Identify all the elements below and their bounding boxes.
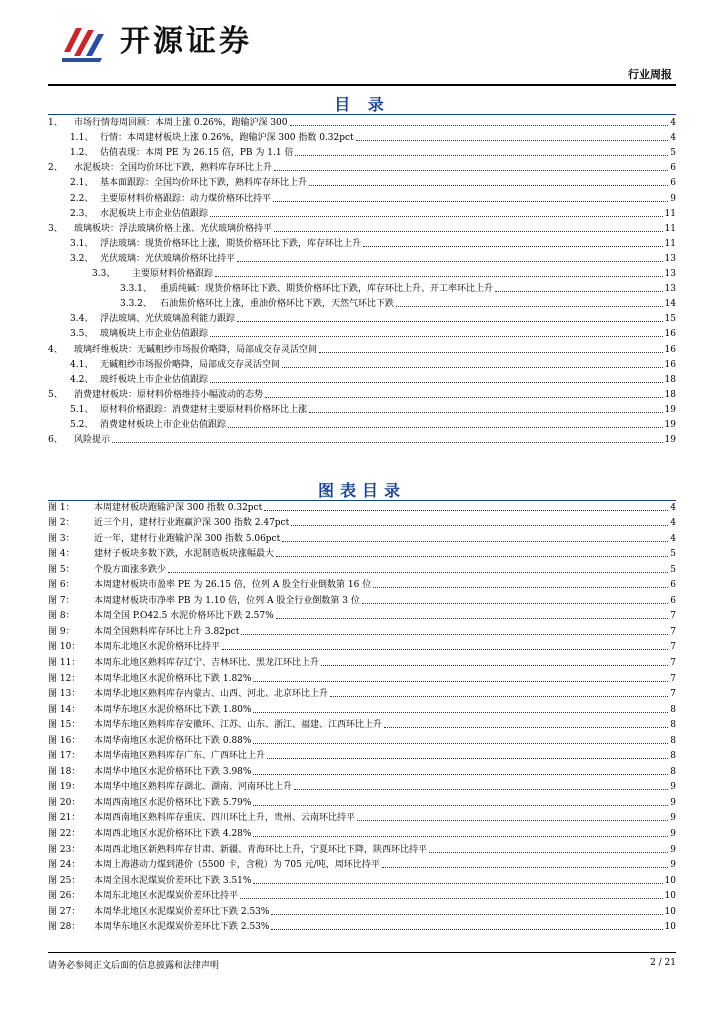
toc-entry[interactable] (48, 235, 676, 250)
figure-entry-title: 本周建材板块市盈率 PE 为 26.15 倍，位列 A 股全行业倒数第 16 位 (94, 580, 372, 591)
dot-leader (253, 883, 662, 884)
brand-name: 开源证券 (120, 24, 252, 59)
figure-entry-title: 本周华北地区水泥煤炭价差环比下跌 2.53% (94, 906, 270, 917)
toc-entry-title: 估值表现：本周 PE 为 26.15 倍，PB 为 1.1 倍 (100, 148, 294, 159)
header-divider (48, 84, 676, 86)
toc-entry-title: 水泥板块：全国均价环比下跌，熟料库存环比上升 (74, 163, 273, 174)
toc-entry-title: 市场行情每周回顾：本周上涨 0.26%，跑输沪深 300 (74, 118, 288, 129)
toc-entry[interactable] (48, 340, 676, 355)
figure-entry[interactable] (48, 747, 676, 763)
figure-entry[interactable] (48, 856, 676, 872)
figure-entry-number: 图 12： (48, 673, 81, 684)
figure-entry-page: 8 (670, 766, 676, 777)
toc-entry[interactable] (48, 280, 676, 295)
figure-entry-title: 本周全国 P.O42.5 水泥价格环比下跌 2.57% (94, 611, 274, 622)
toc-entry-title: 光伏玻璃：光伏玻璃价格环比持平 (100, 253, 236, 264)
toc-entry-number: 3.3、 (92, 269, 116, 280)
dot-leader (264, 510, 668, 511)
dot-leader (384, 727, 668, 728)
figure-entry[interactable] (48, 700, 676, 716)
toc-entry-page: 11 (664, 223, 676, 234)
figure-entry-page: 8 (670, 720, 676, 731)
dot-leader (309, 412, 663, 413)
toc-entry-page: 6 (670, 178, 676, 189)
figure-entry-page: 9 (670, 797, 676, 808)
figure-entry[interactable] (48, 591, 676, 607)
figure-entry[interactable] (48, 840, 676, 856)
toc-entry-title: 浮法玻璃、光伏玻璃盈利能力跟踪 (100, 314, 236, 325)
toc-entry-number: 4.1、 (70, 359, 94, 370)
toc-entry-page: 18 (664, 389, 676, 400)
toc-entry-title: 主要原材料价格跟踪：动力煤价格环比持平 (100, 193, 272, 204)
figure-entry-number: 图 8： (48, 611, 75, 622)
figure-entry-number: 图 9： (48, 626, 75, 637)
figure-entry[interactable] (48, 871, 676, 887)
toc-entry[interactable] (48, 325, 676, 340)
toc-entry-page: 19 (664, 419, 676, 430)
dot-leader (240, 898, 663, 899)
toc-entry-title: 行情：本周建材板块上涨 0.26%，跑输沪深 300 指数 0.32pct (100, 133, 354, 144)
figure-entry-number: 图 20： (48, 797, 81, 808)
toc-entry-number: 3.1、 (70, 238, 94, 249)
dot-leader (309, 185, 668, 186)
toc-entry-number: 6、 (48, 435, 63, 446)
toc-entry-title: 石油焦价格环比上涨，重油价格环比下跌，天然气环比下跌 (160, 299, 395, 310)
dot-leader (210, 336, 663, 337)
footer-divider (48, 952, 676, 953)
toc-entry[interactable] (48, 371, 676, 386)
figure-entry-page: 7 (670, 689, 676, 700)
toc-entry-page: 4 (670, 118, 676, 129)
toc-entry-number: 5、 (48, 389, 63, 400)
figure-entry[interactable] (48, 669, 676, 685)
dot-leader (273, 201, 668, 202)
dot-leader (396, 306, 663, 307)
toc-entry[interactable] (48, 310, 676, 325)
figure-entry-title: 本周华南地区熟料库存广东、广西环比上升 (94, 751, 266, 762)
toc-entry-page: 11 (664, 208, 676, 219)
toc-entry-number: 3.5、 (70, 329, 94, 340)
dot-leader (363, 246, 663, 247)
toc-entry-title: 玻璃板块：浮法玻璃价格上涨、光伏玻璃价格持平 (74, 223, 273, 234)
figure-entry-page: 8 (670, 751, 676, 762)
figure-entry-page: 9 (670, 860, 676, 871)
toc-entry-number: 3.3.2、 (120, 299, 152, 310)
dot-leader (274, 170, 668, 171)
toc-entry-number: 4、 (48, 344, 63, 355)
figure-entry-title: 本周建材板块市净率 PB 为 1.10 倍，位列 A 股全行业倒数第 3 位 (94, 595, 360, 606)
toc-entry[interactable] (48, 295, 676, 310)
figure-entry-page: 7 (670, 611, 676, 622)
toc-entry[interactable] (48, 356, 676, 371)
toc-entry-title: 主要原材料价格跟踪 (132, 269, 214, 280)
figure-entry-title: 本周华东地区水泥煤炭价差环比下跌 2.53% (94, 922, 270, 933)
figure-entry-number: 图 13： (48, 689, 81, 700)
figure-entry-page: 4 (670, 518, 676, 529)
toc-entry-title: 基本面跟踪：全国均价环比下跌，熟料库存环比上升 (100, 178, 308, 189)
figure-entry-number: 图 2： (48, 518, 75, 529)
toc-entry-number: 2.1、 (70, 178, 94, 189)
toc-entry-number: 5.1、 (70, 404, 94, 415)
figure-entry-page: 10 (664, 906, 676, 917)
dot-leader (276, 618, 669, 619)
figure-entry[interactable] (48, 685, 676, 701)
figure-entry-number: 图 14： (48, 704, 81, 715)
figure-entry-title: 本周华东地区熟料库存安徽环、江苏、山东、浙江、福建、江西环比上升 (94, 720, 383, 731)
dot-leader (294, 789, 668, 790)
toc-entry[interactable] (48, 386, 676, 401)
figure-entry-title: 个股方面涨多跌少 (94, 564, 167, 575)
dot-leader (330, 696, 668, 697)
figure-entry[interactable] (48, 607, 676, 623)
figure-entry-number: 图 1： (48, 502, 75, 513)
figure-entry-title: 本周东北地区水泥煤炭价差环比持平 (94, 891, 239, 902)
figure-entry-page: 7 (670, 658, 676, 669)
report-type-label: 行业周报 (628, 68, 672, 81)
figure-entry-number: 图 4： (48, 549, 75, 560)
figure-entry[interactable] (48, 514, 676, 530)
figure-entry-number: 图 26： (48, 891, 81, 902)
figure-entry-title: 本周西北地区新熟料库存甘肃、新疆、青海环比上升，宁夏环比下降，陕西环比持平 (94, 844, 428, 855)
dot-leader (429, 852, 668, 853)
figure-list (48, 498, 676, 933)
dot-leader (112, 442, 663, 443)
figure-entry[interactable] (48, 529, 676, 545)
figure-entry-page: 4 (670, 502, 676, 513)
dot-leader (271, 914, 662, 915)
toc-entry-page: 5 (670, 148, 676, 159)
figure-entry-number: 图 6： (48, 580, 75, 591)
toc-entry-page: 9 (670, 193, 676, 204)
brand-logo (62, 22, 272, 62)
figure-entry-title: 本周全国水泥煤炭价差环比下跌 3.51% (94, 875, 252, 886)
figure-entry-number: 图 21： (48, 813, 81, 824)
toc-entry-page: 14 (664, 299, 676, 310)
dot-leader (265, 397, 663, 398)
toc-entry[interactable] (48, 265, 676, 280)
dot-leader (276, 556, 668, 557)
figure-entry-page: 10 (664, 875, 676, 886)
toc-entry-number: 3、 (48, 223, 63, 234)
figure-entry-page: 9 (670, 813, 676, 824)
figure-entry-title: 本周华中地区熟料库存湖北、湖南、河南环比上升 (94, 782, 293, 793)
figure-entry-number: 图 27： (48, 906, 81, 917)
figure-entry[interactable] (48, 731, 676, 747)
dot-leader (267, 758, 668, 759)
dot-leader (241, 634, 668, 635)
dot-leader (168, 572, 668, 573)
figures-title: 图表目录 (317, 481, 406, 500)
dot-leader (291, 525, 668, 526)
dot-leader (282, 541, 668, 542)
figure-entry[interactable] (48, 498, 676, 514)
toc-entry-number: 1、 (48, 118, 63, 129)
toc-entry-page: 19 (664, 404, 676, 415)
figure-entry-title: 建材子板块多数下跌，水泥制造板块涨幅最大 (94, 549, 275, 560)
dot-leader (253, 836, 668, 837)
figure-entry-page: 7 (670, 626, 676, 637)
toc-entry[interactable] (48, 144, 676, 159)
dot-leader (237, 261, 663, 262)
figure-entry[interactable] (48, 824, 676, 840)
figure-entry-number: 图 15： (48, 720, 81, 731)
dot-leader (373, 587, 668, 588)
toc-entry[interactable] (48, 431, 676, 446)
toc-entry-number: 3.4、 (70, 314, 94, 325)
dot-leader (253, 805, 668, 806)
toc-entry[interactable] (48, 159, 676, 174)
figure-entry-number: 图 7： (48, 595, 75, 606)
figure-entry-page: 9 (670, 829, 676, 840)
figure-entry-number: 图 11： (48, 658, 81, 669)
toc-entry-page: 16 (664, 329, 676, 340)
figure-entry[interactable] (48, 887, 676, 903)
figure-entry-number: 图 18： (48, 766, 81, 777)
dot-leader (356, 140, 669, 141)
toc-entry-page: 11 (664, 238, 676, 249)
toc-entry-number: 2、 (48, 163, 63, 174)
figure-entry-number: 图 22： (48, 829, 81, 840)
toc-entry-number: 1.1、 (70, 133, 94, 144)
toc-entry[interactable] (48, 205, 676, 220)
toc-entry-number: 3.2、 (70, 253, 94, 264)
figure-entry-page: 8 (670, 704, 676, 715)
toc-entry-title: 水泥板块上市企业估值跟踪 (100, 208, 209, 219)
toc-entry-page: 13 (664, 253, 676, 264)
page-number: 2 / 21 (650, 958, 676, 968)
figure-entry-number: 图 10： (48, 642, 81, 653)
toc-entry-page: 13 (664, 269, 676, 280)
dot-leader (282, 367, 663, 368)
toc-entry[interactable] (48, 220, 676, 235)
dot-leader (210, 216, 663, 217)
figure-entry-title: 本周华中地区水泥价格环比下跌 3.98% (94, 766, 252, 777)
figure-entry-number: 图 23： (48, 844, 81, 855)
figure-entry[interactable] (48, 902, 676, 918)
dot-leader (228, 427, 663, 428)
toc-entry-title: 消费建材板块上市企业估值跟踪 (100, 419, 227, 430)
dot-leader (210, 382, 663, 383)
toc-entry[interactable] (48, 174, 676, 189)
figure-entry-title: 本周西南地区水泥价格环比下跌 5.79% (94, 797, 252, 808)
figure-entry-title: 本周西南地区熟料库存重庆、四川环比上升，贵州、云南环比持平 (94, 813, 356, 824)
figure-entry[interactable] (48, 778, 676, 794)
figure-entry-page: 5 (670, 564, 676, 575)
dot-leader (357, 820, 668, 821)
toc-entry[interactable] (48, 416, 676, 431)
figure-entry[interactable] (48, 622, 676, 638)
toc-entry-number: 5.2、 (70, 419, 94, 430)
toc-entry[interactable] (48, 114, 676, 129)
toc-entry-page: 16 (664, 344, 676, 355)
figure-entry-title: 本周华东地区水泥价格环比下跌 1.80% (94, 704, 252, 715)
figure-entry[interactable] (48, 918, 676, 934)
figure-entry-title: 本周东北地区水泥价格环比持平 (94, 642, 221, 653)
toc-title: 目 录 (334, 95, 390, 114)
toc-entry[interactable] (48, 401, 676, 416)
figure-entry[interactable] (48, 576, 676, 592)
figure-entry-number: 图 5： (48, 564, 75, 575)
figure-entry-title: 本周华北地区水泥价格环比下跌 1.82% (94, 673, 252, 684)
dot-leader (319, 352, 663, 353)
toc-entry-page: 15 (664, 314, 676, 325)
dot-leader (321, 665, 668, 666)
figure-entry-title: 本周西北地区水泥价格环比下跌 4.28% (94, 829, 252, 840)
figure-entry[interactable] (48, 716, 676, 732)
figure-entry[interactable] (48, 809, 676, 825)
dot-leader (215, 276, 663, 277)
dot-leader (271, 929, 662, 930)
toc-entry-page: 19 (664, 435, 676, 446)
toc-entry-title: 风险提示 (74, 435, 111, 446)
figure-entry-title: 本周东北地区熟料库存辽宁、吉林环比、黑龙江环比上升 (94, 658, 320, 669)
toc-entry-title: 玻璃纤维板块：无碱粗纱市场报价略降，局部成交存灵活空间 (74, 344, 318, 355)
figure-entry-number: 图 17： (48, 751, 81, 762)
figure-entry-page: 5 (670, 549, 676, 560)
figure-entry-title: 本周全国熟料库存环比上升 3.82pct (94, 626, 240, 637)
toc-entry-title: 重质纯碱：现货价格环比下跌、期货价格环比下跌，库存环比上升、开工率环比上升 (160, 284, 494, 295)
figure-entry-page: 10 (664, 922, 676, 933)
figure-entry-number: 图 19： (48, 782, 81, 793)
figure-entry-page: 10 (664, 891, 676, 902)
toc-entry-page: 13 (664, 284, 676, 295)
toc-entry[interactable] (48, 129, 676, 144)
toc-entry-title: 消费建材板块：原材料价格维持小幅波动的态势 (74, 389, 264, 400)
figure-entry-page: 8 (670, 735, 676, 746)
figure-entry[interactable] (48, 653, 676, 669)
figure-entry-page: 6 (670, 595, 676, 606)
dot-leader (382, 867, 669, 868)
toc-entry-page: 16 (664, 359, 676, 370)
figure-entry[interactable] (48, 545, 676, 561)
dot-leader (253, 743, 668, 744)
figure-entry-page: 4 (670, 533, 676, 544)
toc-entry-title: 玻璃板块上市企业估值跟踪 (100, 329, 209, 340)
dot-leader (253, 712, 668, 713)
figure-entry[interactable] (48, 793, 676, 809)
dot-leader (222, 649, 668, 650)
figure-entry-title: 本周华南地区水泥价格环比下跌 0.88% (94, 735, 252, 746)
toc-entry-title: 无碱粗纱市场报价略降，局部成交存灵活空间 (100, 359, 281, 370)
toc-entry-number: 3.3.1、 (120, 284, 152, 295)
toc-entry-title: 玻纤板块上市企业估值跟踪 (100, 374, 209, 385)
dot-leader (295, 155, 668, 156)
figure-entry[interactable] (48, 560, 676, 576)
toc-entry-number: 2.3、 (70, 208, 94, 219)
toc-entry-page: 4 (670, 133, 676, 144)
figure-entry[interactable] (48, 638, 676, 654)
figure-entry-title: 本周上海港动力煤到港价（5500 卡，含税）为 705 元/吨，周环比持平 (94, 860, 380, 871)
toc-entry-number: 1.2、 (70, 148, 94, 159)
brand-logo-icon (62, 22, 106, 62)
figure-entry-page: 7 (670, 673, 676, 684)
toc-entry[interactable] (48, 250, 676, 265)
figure-entry-page: 7 (670, 642, 676, 653)
toc-entry-page: 6 (670, 163, 676, 174)
page-header (0, 0, 724, 90)
toc-entry[interactable] (48, 189, 676, 204)
figure-entry-page: 6 (670, 580, 676, 591)
figure-entry[interactable] (48, 762, 676, 778)
toc-entry-title: 浮法玻璃：现货价格环比上涨，期货价格环比下跌，库存环比上升 (100, 238, 362, 249)
dot-leader (237, 321, 663, 322)
toc-entry-title: 原材料价格跟踪：消费建材主要原材料价格环比上涨 (100, 404, 308, 415)
toc-entry-number: 4.2、 (70, 374, 94, 385)
figure-entry-number: 图 3： (48, 533, 75, 544)
table-of-contents (48, 114, 676, 446)
toc-entry-page: 18 (664, 374, 676, 385)
figure-entry-page: 9 (670, 844, 676, 855)
figure-entry-number: 图 25： (48, 875, 81, 886)
dot-leader (290, 125, 669, 126)
footer-disclaimer: 请务必参阅正文后面的信息披露和法律声明 (48, 961, 220, 971)
toc-entry-number: 2.2、 (70, 193, 94, 204)
figure-entry-page: 9 (670, 782, 676, 793)
figure-entry-title: 近一年，建材行业跑输沪深 300 指数 5.06pct (94, 533, 281, 544)
figure-entry-title: 近三个月，建材行业跑赢沪深 300 指数 2.47pct (94, 518, 290, 529)
dot-leader (362, 603, 668, 604)
dot-leader (274, 231, 663, 232)
dot-leader (253, 774, 668, 775)
figure-entry-title: 本周建材板块跑输沪深 300 指数 0.32pct (94, 502, 263, 513)
figure-entry-title: 本周华北地区熟料库存内蒙古、山西、河北、北京环比上升 (94, 689, 329, 700)
figure-entry-number: 图 24： (48, 860, 81, 871)
dot-leader (495, 291, 663, 292)
figure-entry-number: 图 28： (48, 922, 81, 933)
dot-leader (253, 681, 668, 682)
figure-entry-number: 图 16： (48, 735, 81, 746)
